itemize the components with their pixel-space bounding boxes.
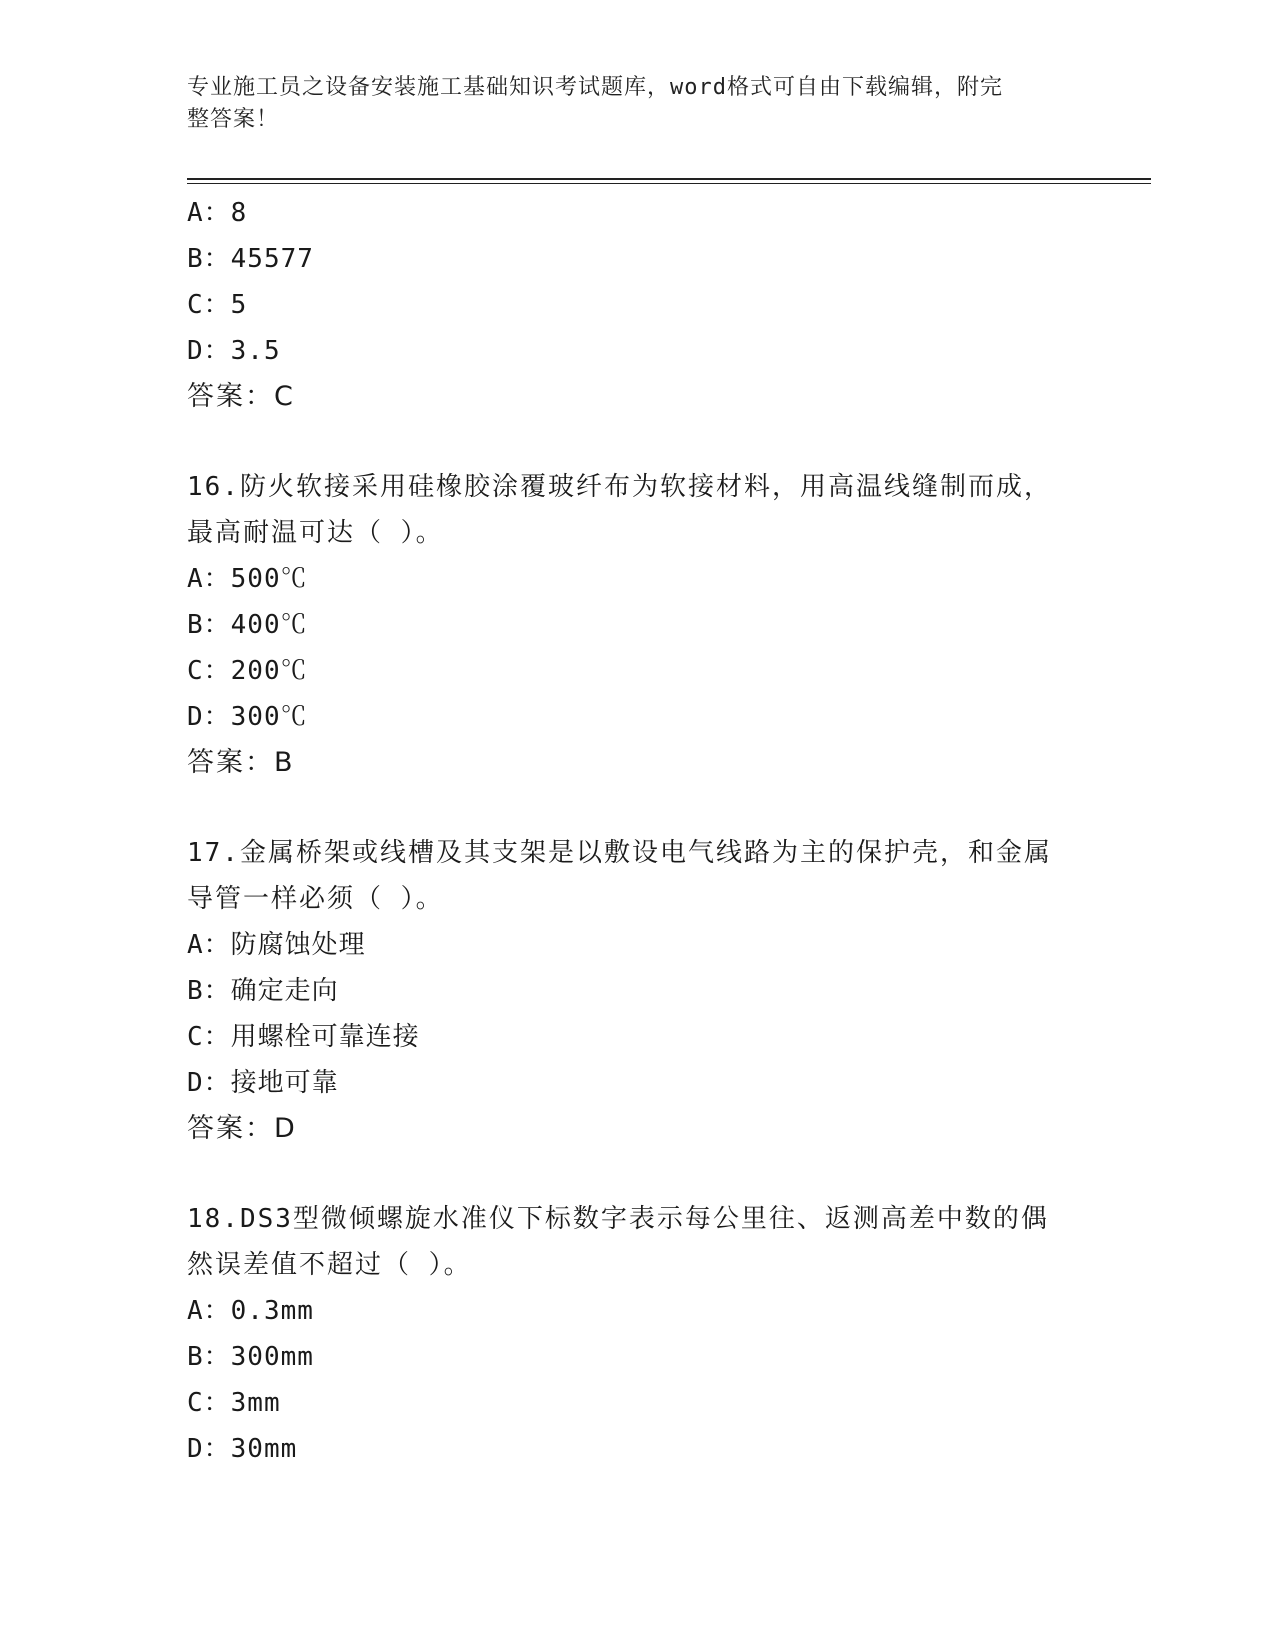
question-text-line-2: 最高耐温可达（ ）。 xyxy=(187,518,444,548)
option-b: B：400℃ xyxy=(187,610,308,640)
header-divider-thick xyxy=(187,178,1151,180)
header-line-1: 专业施工员之设备安装施工基础知识考试题库，word格式可自由下载编辑，附完 xyxy=(187,75,1003,100)
question-block-18 xyxy=(187,1196,1087,1472)
question-block-15 xyxy=(187,190,1087,420)
option-b: B：确定走向 xyxy=(187,976,339,1006)
option-d: D：3.5 xyxy=(187,336,281,366)
option-a: A：防腐蚀处理 xyxy=(187,930,366,960)
document-header xyxy=(187,72,1067,136)
option-a: A：8 xyxy=(187,198,248,228)
option-d: D：30mm xyxy=(187,1434,298,1464)
question-block-16 xyxy=(187,464,1087,786)
option-d: D：接地可靠 xyxy=(187,1068,339,1098)
header-line-2: 整答案！ xyxy=(187,107,280,132)
option-b: B：45577 xyxy=(187,244,314,274)
answer-text: 答案：B xyxy=(187,747,295,778)
question-text-line-1: 18.DS3型微倾螺旋水准仪下标数字表示每公里往、返测高差中数的偶 xyxy=(187,1204,1049,1234)
question-block-17 xyxy=(187,830,1087,1152)
option-c: C：用螺栓可靠连接 xyxy=(187,1022,420,1052)
question-list xyxy=(187,190,1087,1472)
option-d: D：300℃ xyxy=(187,702,308,732)
question-text-line-1: 17.金属桥架或线槽及其支架是以敷设电气线路为主的保护壳，和金属 xyxy=(187,838,1052,868)
header-divider-thin xyxy=(187,183,1151,184)
option-a: A：0.3mm xyxy=(187,1296,314,1326)
answer-text: 答案：C xyxy=(187,381,295,412)
question-text-line-2: 然误差值不超过（ ）。 xyxy=(187,1250,472,1280)
option-c: C：200℃ xyxy=(187,656,308,686)
question-text-line-1: 16.防火软接采用硅橡胶涂覆玻纤布为软接材料，用高温线缝制而成， xyxy=(187,472,1052,502)
option-b: B：300mm xyxy=(187,1342,314,1372)
option-c: C：3mm xyxy=(187,1388,281,1418)
question-text-line-2: 导管一样必须（ ）。 xyxy=(187,884,444,914)
option-a: A：500℃ xyxy=(187,564,308,594)
answer-text: 答案：D xyxy=(187,1113,297,1144)
option-c: C：5 xyxy=(187,290,248,320)
